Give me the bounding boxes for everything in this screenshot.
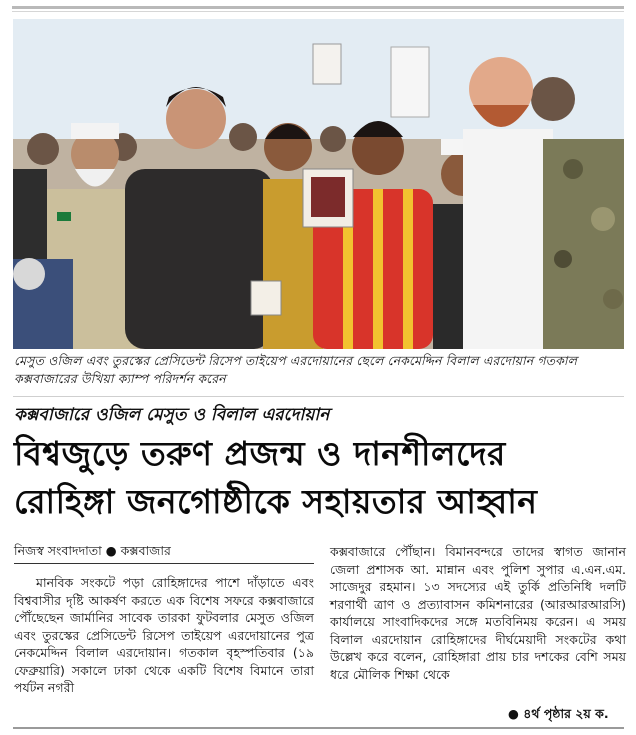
continuation-note: ● ৪র্থ পৃষ্ঠার ২য় ক. <box>508 706 609 721</box>
body-column-1: মানবিক সংকটে পড়া রোহিঙ্গাদের পাশে দাঁড়াতে এবং বিশ্ববাসীর দৃষ্টি আকর্ষণ করতে এক বিশেষ সফরে কক্সবাজারে পৌঁছেছেন জার্মানির সাবেক তারকা ফুটবলার মেসুত ওজিল এবং তুরস্কের প্রেসিডেন্ট রিসেপ তাইয়েপ এরদোয়ানের পুত্র নেকমেদ্দিন বিলাল এরদোয়ান। গতকাল বৃহস্পতিবার (১৯ ফেব্রুয়ারি) সকালে ঢাকা থেকে একটি বিশেষ বিমানে তারা পর্যটন নগরী <box>14 575 314 695</box>
headline <box>14 430 624 526</box>
bottom-rule <box>13 727 624 729</box>
news-photo <box>13 19 624 349</box>
byline-rule <box>14 563 314 564</box>
caption-separator <box>13 396 624 397</box>
kicker: কক্সবাজারে ওজিল মেসুত ও বিলাল এরদোয়ান <box>14 405 330 425</box>
headline-line-1: বিশ্বজুড়ে তরুণ প্রজন্ম ও দানশীলদের <box>14 434 506 473</box>
top-rule-thin <box>12 11 624 12</box>
headline-line-2: রোহিঙ্গা জনগোষ্ঠীকে সহায়তার আহ্বান <box>14 482 538 521</box>
body-column-2: কক্সবাজারে পৌঁছান। বিমানবন্দরে তাদের স্বাগত জানান জেলা প্রশাসক আ. মান্নান এবং পুলিশ সুপার এ.এন.এম. সাজেদুর রহমান। ১৩ সদস্যের এই তুর্কি প্রতিনিধি দলটি শরণার্থী ত্রাণ ও প্রত্যাবাসন কমিশনারের (আরআরআরসি) কার্যালয়ে সাংবাদিকদের সঙ্গে মতবিনিময় করেন। এ সময় বিলাল এরদোয়ান রোহিঙ্গাদের দীর্ঘমেয়াদী সংকটের কথা উল্লেখ করে বলেন, রোহিঙ্গারা প্রায় চার দশকের বেশি সময় ধরে মৌলিক শিক্ষা থেকে <box>330 544 626 682</box>
byline: নিজস্ব সংবাদদাতা ● কক্সবাজার <box>14 543 171 558</box>
photo-caption: মেসুত ওজিল এবং তুরস্কের প্রেসিডেন্ট রিসেপ তাইয়েপ এরদোয়ানের ছেলে নেকমেদ্দিন বিলাল এরদোয়ান গতকাল কক্সবাজারের উখিয়া ক্যাম্প পরিদর্শন করেন <box>14 353 578 386</box>
top-rule <box>12 6 624 9</box>
news-photo-illustration <box>13 19 624 349</box>
